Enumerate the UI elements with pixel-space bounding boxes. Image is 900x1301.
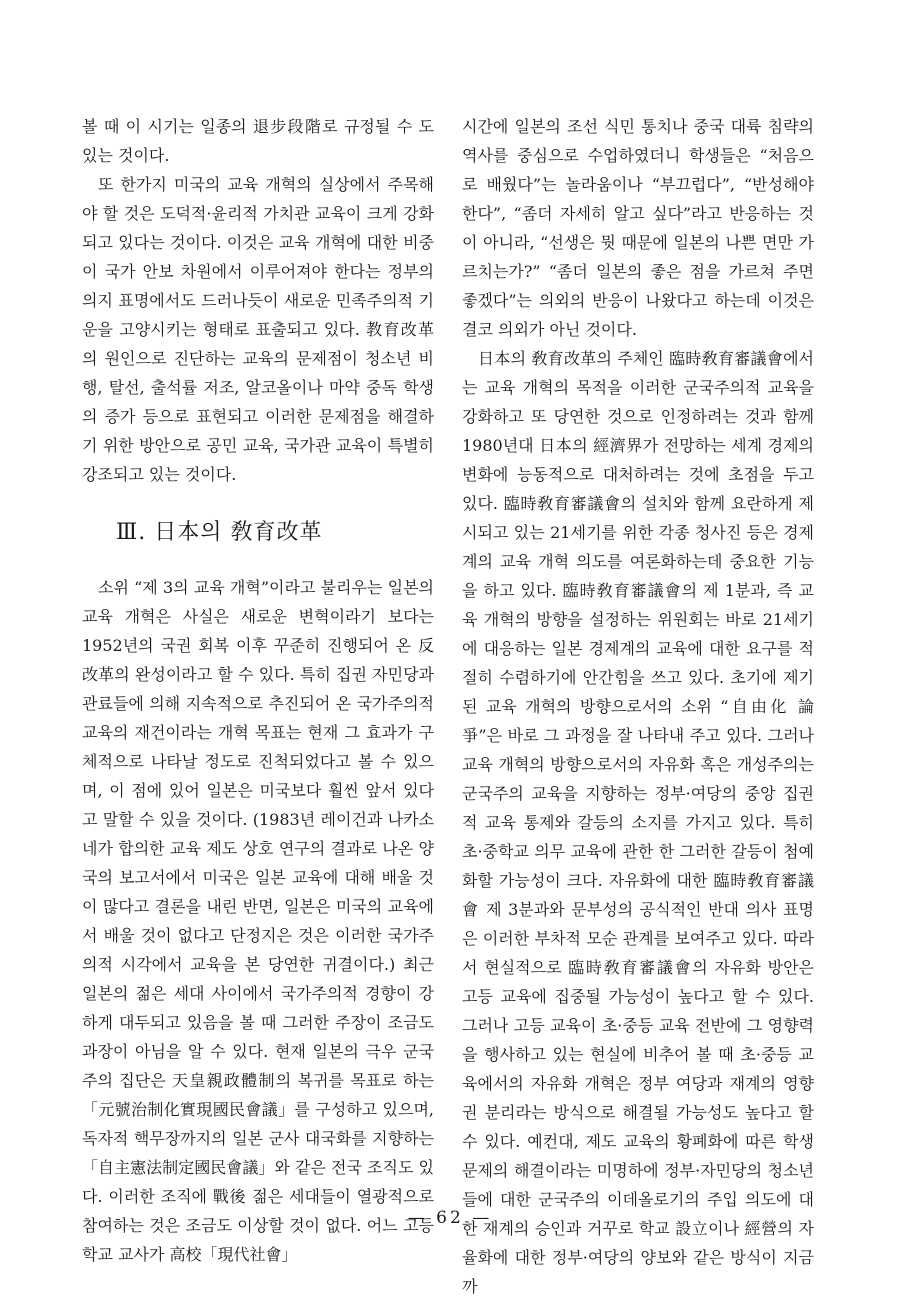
section-heading: Ⅲ. 日本의 敎育改革 xyxy=(116,520,323,545)
left-column xyxy=(82,112,434,1269)
paragraph: 시간에 일본의 조선 식민 통치나 중국 대륙 침략의 역사를 중심으로 수업하였더니 학생들은 “처음으로 배웠다”는 놀라움이나 “부끄럽다”, “반성해야 한다”, “좀더 자세히 알고 싶다”라고 반응하는 것이 아니라, “선생은 뭣 때문에 일본의 나쁜 면만 가르치는가?” “좀더 일본의 좋은 점을 가르쳐 주면 좋겠다”는 의외의 반응이 나왔다고 하는데 이것은 결코 의외가 아닌 것이다. xyxy=(462,117,814,339)
paragraph: 소위 “제 3의 교육 개혁”이라고 불리우는 일본의 교육 개혁은 사실은 새로운 변혁이라기 보다는 1952년의 국권 회복 이후 꾸준히 진행되어 온 反改革의 완성이라고 할 수 있다. 특히 집권 자민당과 관료들에 의해 지속적으로 추진되어 온 국가주의적 교육의 재건이라는 개혁 목표는 현재 그 효과가 구체적으로 나타날 정도로 진척되었다고 볼 수 있으며, 이 점에 있어 일본은 미국보다 훨씬 앞서 있다고 말할 수 있을 것이다. (1983년 레이건과 나카소네가 합의한 교육 제도 상호 연구의 결과로 나온 양국의 보고서에서 미국은 일본 교육에 대해 배울 것이 많다고 결론을 내린 반면, 일본은 미국의 교육에서 배울 것이 없다고 단정지은 것은 이러한 국가주의적 시각에서 교육을 본 당연한 귀결이다.) 최근 일본의 젊은 세대 사이에서 국가주의적 경향이 강하게 대두되고 있음을 볼 때 그러한 주장이 조금도 과장이 아님을 알 수 있다. 현재 일본의 극우 군국주의 집단은 天皇親政體制의 복귀를 목표로 하는 「元號治制化實現國民會議」를 구성하고 있으며, 독자적 핵무장까지의 일본 군사 대국화를 지향하는 「自主憲法制定國民會議」와 같은 전국 조직도 있다. 이러한 조직에 戰後 젊은 세대들이 열광적으로 참여하는 것은 조금도 이상할 것이 없다. 어느 고등 학교 교사가 高校「現代社會」 xyxy=(82,578,434,1264)
right-column xyxy=(462,112,814,1301)
page-number: — 62 — xyxy=(407,1208,493,1228)
paragraph: 또 한가지 미국의 교육 개혁의 실상에서 주목해야 할 것은 도덕적·윤리적 가치관 교육이 크게 강화되고 있다는 것이다. 이것은 교육 개혁에 대한 비중이 국가 안보 차원에서 이루어져야 한다는 정부의 의지 표명에서도 드러나듯이 새로운 민족주의적 기운을 고양시키는 형태로 표출되고 있다. 教育改革의 원인으로 진단하는 교육의 문제점이 청소년 비행, 탈선, 출석률 저조, 알코올이나 마약 중독 학생의 증가 등으로 표현되고 이러한 문제점을 해결하기 위한 방안으로 공민 교육, 국가관 교육이 특별히 강조되고 있는 것이다. xyxy=(82,175,434,484)
paragraph: 볼 때 이 시기는 일종의 退步段階로 규정될 수 도 있는 것이다. xyxy=(82,117,434,165)
paragraph: 日本의 敎育改革의 주체인 臨時敎育審議會에서는 교육 개혁의 목적을 이러한 군국주의적 교육을 강화하고 또 당연한 것으로 인정하려는 것과 함께 1980년대 日本의 經濟界가 전망하는 세계 경제의 변화에 능동적으로 대처하려는 것에 초점을 두고 있다. 臨時敎育審議會의 설치와 함께 요란하게 제시되고 있는 21세기를 위한 각종 청사진 등은 경제계의 교육 개혁 의도를 여론화하는데 중요한 기능을 하고 있다. 臨時敎育審議會의 제 1분과, 즉 교육 개혁의 방향을 설정하는 위원회는 바로 21세기에 대응하는 일본 경제계의 교육에 대한 요구를 적절히 수렴하기에 안간힘을 쓰고 있다. 초기에 제기된 교육 개혁의 방향으로서의 소위 “自由化 論爭”은 바로 그 과정을 잘 나타내 주고 있다. 그러나 교육 개혁의 방향으로서의 자유화 혹은 개성주의는 군국주의 교육을 지향하는 정부·여당의 중앙 집권적 교육 통제와 갈등의 소지를 가지고 있다. 특히 초·중학교 의무 교육에 관한 한 그러한 갈등이 첨예화할 가능성이 크다. 자유화에 대한 臨時敎育審議會 제 3분과와 문부성의 공식적인 반대 의사 표명은 이러한 부차적 모순 관계를 보여주고 있다. 따라서 현실적으로 臨時敎育審議會의 자유화 방안은 고등 교육에 집중될 가능성이 높다고 할 수 있다. 그러나 고등 교육이 초·중등 교육 전반에 그 영향력을 행사하고 있는 현실에 비추어 볼 때 초·중등 교육에서의 자유화 개혁은 정부 여당과 재계의 영향권 분리라는 방식으로 해결될 가능성도 높다고 할 수 있다. 예컨대, 제도 교육의 황폐화에 따른 학생 문제의 해결이라는 미명하에 정부·자민당의 청소년들에 대한 군국주의 이데올로기의 주입 의도에 대한 재계의 승인과 거꾸로 학교 設立이나 經營의 자율화에 대한 정부·여당의 양보와 같은 방식이 지금까 xyxy=(462,349,814,1296)
